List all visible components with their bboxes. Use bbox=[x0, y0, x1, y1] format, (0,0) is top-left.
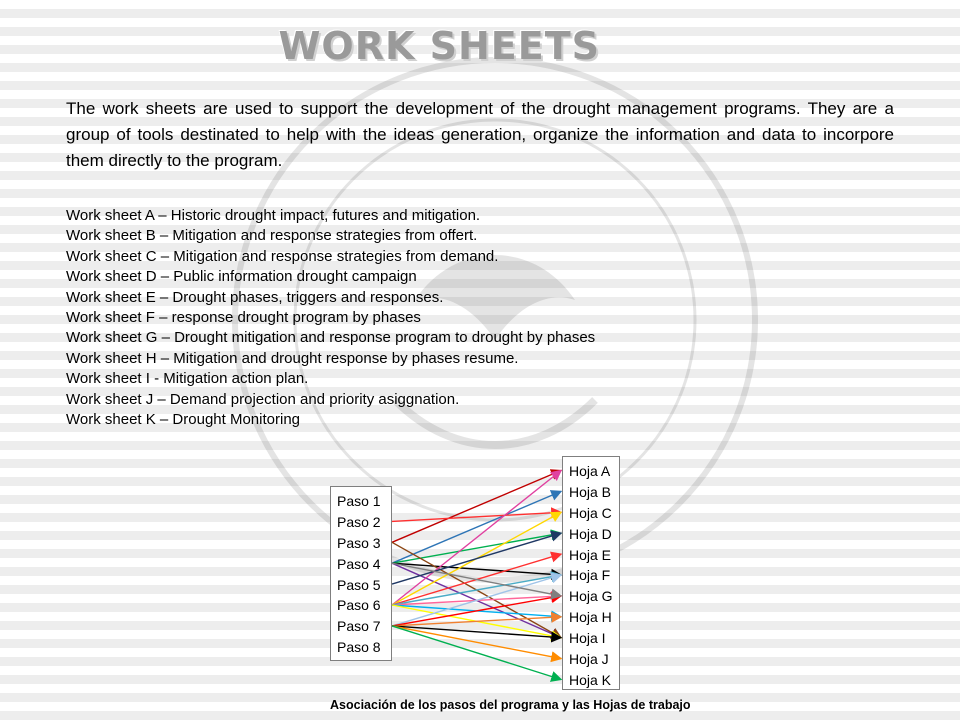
work-sheet-item-a: Work sheet A – Historic drought impact, futures and mitigation. bbox=[66, 207, 481, 224]
step-label: Paso 7 bbox=[337, 618, 381, 635]
work-sheet-item-h: Work sheet H – Mitigation and drought response by phases resume. bbox=[66, 349, 519, 367]
connector-arrow bbox=[392, 626, 561, 680]
connector-arrow bbox=[392, 491, 561, 563]
work-sheet-item-j: Work sheet J – Demand projection and priority asiggnation. bbox=[66, 390, 460, 408]
step-label: Paso 2 bbox=[337, 513, 381, 530]
sheet-label: Hoja G bbox=[569, 588, 613, 605]
work-sheet-item-b: Work sheet B – Mitigation and response strategies from offert. bbox=[66, 227, 478, 245]
work-sheet-item-k: Work sheet K – Drought Monitoring bbox=[66, 411, 301, 429]
diagram-caption: Asociación de los pasos del programa y las Hojas de trabajo bbox=[330, 698, 691, 712]
connector-arrow bbox=[392, 626, 561, 638]
work-sheet-item-d: Work sheet D – Public information drought campaign bbox=[66, 268, 417, 286]
connector-arrow bbox=[392, 512, 561, 521]
connector-arrow bbox=[392, 626, 561, 659]
work-sheet-item-f: Work sheet F – response drought program by phases bbox=[66, 309, 421, 327]
sheet-label: Hoja D bbox=[569, 525, 612, 542]
step-label: Paso 5 bbox=[337, 576, 381, 593]
step-label: Paso 4 bbox=[337, 555, 381, 572]
sheet-label: Hoja K bbox=[569, 671, 612, 688]
sheet-label: Hoja A bbox=[569, 463, 611, 479]
intro-paragraph: The work sheets are used to support the development of the drought management programs. They are a group of tools destinated to help with the ideas generation, organize the information and data to incorpore them directly to the program. bbox=[66, 99, 894, 170]
work-sheet-list bbox=[66, 206, 595, 430]
page-title: WORK SHEETS bbox=[278, 24, 600, 68]
sheet-label: Hoja E bbox=[569, 546, 612, 563]
step-label: Paso 8 bbox=[337, 639, 381, 656]
step-label: Paso 1 bbox=[337, 493, 381, 509]
sheet-label: Hoja I bbox=[569, 630, 606, 647]
work-sheet-item-i: Work sheet I - Mitigation action plan. bbox=[66, 370, 309, 388]
work-sheet-item-e: Work sheet E – Drought phases, triggers and responses. bbox=[66, 288, 444, 306]
sheet-label: Hoja B bbox=[569, 483, 612, 500]
sheet-label: Hoja F bbox=[569, 567, 611, 584]
connector-lines bbox=[300, 450, 660, 695]
connector-arrow bbox=[392, 471, 561, 543]
step-label: Paso 3 bbox=[337, 534, 381, 551]
sheet-label: Hoja C bbox=[569, 504, 612, 521]
step-label: Paso 6 bbox=[337, 597, 381, 614]
steps-to-sheets-diagram bbox=[300, 450, 691, 720]
connector-arrow bbox=[392, 563, 561, 575]
work-sheet-item-c: Work sheet C – Mitigation and response strategies from demand. bbox=[66, 247, 499, 265]
sheet-label: Hoja H bbox=[569, 609, 612, 626]
work-sheet-item-g: Work sheet G – Drought mitigation and response program to drought by phases bbox=[66, 329, 596, 347]
sheet-label: Hoja J bbox=[569, 651, 609, 668]
